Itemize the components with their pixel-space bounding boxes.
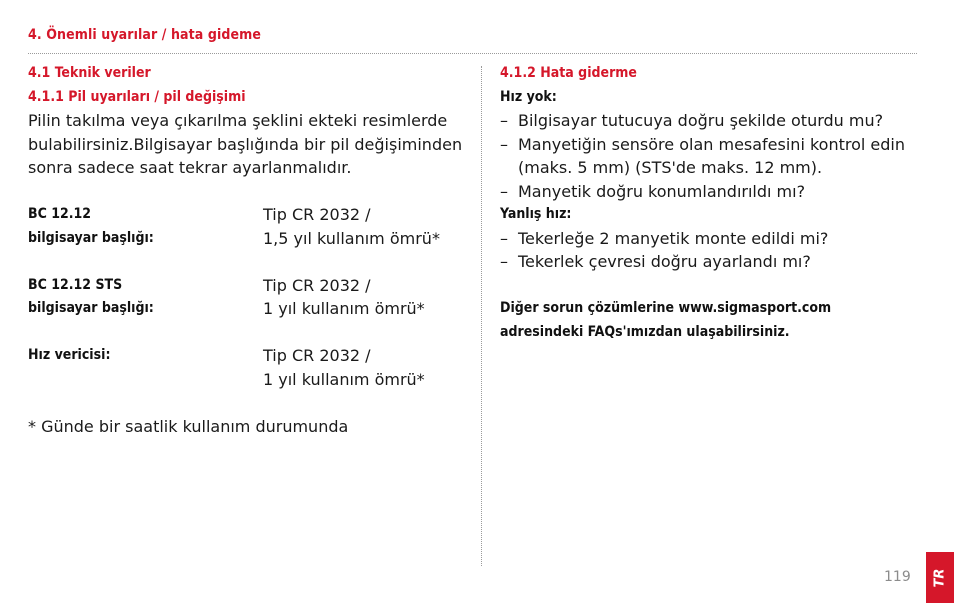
faq-line: adresindeki FAQs'ımızdan ulaşabilirsiniz. xyxy=(500,323,790,340)
subsection-title: 4.1.1 Pil uyarıları / pil değişimi xyxy=(28,88,246,105)
dash: – xyxy=(500,111,508,130)
column-divider xyxy=(481,66,482,566)
spec-row xyxy=(28,274,458,298)
intro-line: sonra sadece saat tekrar ayarlanmalıdır. xyxy=(28,158,352,177)
intro-line: Pilin takılma veya çıkarılma şeklini ekteki resimlerde xyxy=(28,111,448,130)
right-column xyxy=(500,62,910,344)
top-divider xyxy=(28,53,917,54)
spec-label: bilgisayar başlığı: xyxy=(28,229,154,246)
wrong-speed-title: Yanlış hız: xyxy=(500,206,572,222)
language-tab-label: TR xyxy=(932,568,948,587)
list-item-text: Manyetik doğru konumlandırıldı mı? xyxy=(518,181,806,201)
spec-row xyxy=(28,227,458,251)
intro-line: bulabilirsiniz.Bilgisayar başlığında bir pil değişiminden xyxy=(28,134,463,154)
list-item xyxy=(500,250,910,274)
no-speed-title: Hız yok: xyxy=(500,88,557,105)
spec-row xyxy=(28,368,458,392)
list-item-text: (maks. 5 mm) (STS'de maks. 12 mm). xyxy=(518,158,823,177)
dash: – xyxy=(500,228,508,248)
spec-row xyxy=(28,203,458,227)
list-item-text: Tekerlek çevresi doğru ayarlandı mı? xyxy=(518,252,811,271)
section-title: 4.1 Teknik veriler xyxy=(28,65,151,81)
section-title: 4.1.2 Hata giderme xyxy=(500,65,637,81)
chapter-heading: 4. Önemli uyarılar / hata gideme xyxy=(28,27,262,43)
spec-value: Tip CR 2032 / xyxy=(263,346,371,365)
dash: – xyxy=(500,181,508,201)
footnote: * Günde bir saatlik kullanım durumunda xyxy=(28,416,349,436)
faq-line: Diğer sorun çözümlerine www.sigmasport.com xyxy=(500,300,832,316)
spec-row xyxy=(28,297,458,321)
spec-label: bilgisayar başlığı: xyxy=(28,300,154,316)
list-item xyxy=(500,180,910,204)
dash: – xyxy=(500,134,508,154)
list-item-continuation xyxy=(500,156,910,180)
list-item xyxy=(500,133,910,157)
spec-value: 1,5 yıl kullanım ömrü* xyxy=(263,228,440,248)
spec-value: Tip CR 2032 / xyxy=(263,205,371,224)
list-item-text: Tekerleğe 2 manyetik monte edildi mi? xyxy=(518,228,829,248)
list-item-text: Manyetiğin sensöre olan mesafesini kontrol edin xyxy=(518,134,906,154)
list-item xyxy=(500,109,910,133)
language-tab xyxy=(926,552,954,603)
list-item xyxy=(500,227,910,251)
spec-value: 1 yıl kullanım ömrü* xyxy=(263,299,425,318)
list-item-text: Bilgisayar tutucuya doğru şekilde oturdu mu? xyxy=(518,111,884,130)
left-column xyxy=(28,62,463,438)
spec-value: 1 yıl kullanım ömrü* xyxy=(263,369,425,389)
page-number: 119 xyxy=(884,569,911,585)
spec-row xyxy=(28,344,458,368)
spec-label: BC 12.12 xyxy=(28,206,92,222)
dash: – xyxy=(500,252,508,271)
spec-label: BC 12.12 STS xyxy=(28,276,123,293)
spec-label: Hız vericisi: xyxy=(28,347,111,363)
spec-value: Tip CR 2032 / xyxy=(263,275,371,295)
